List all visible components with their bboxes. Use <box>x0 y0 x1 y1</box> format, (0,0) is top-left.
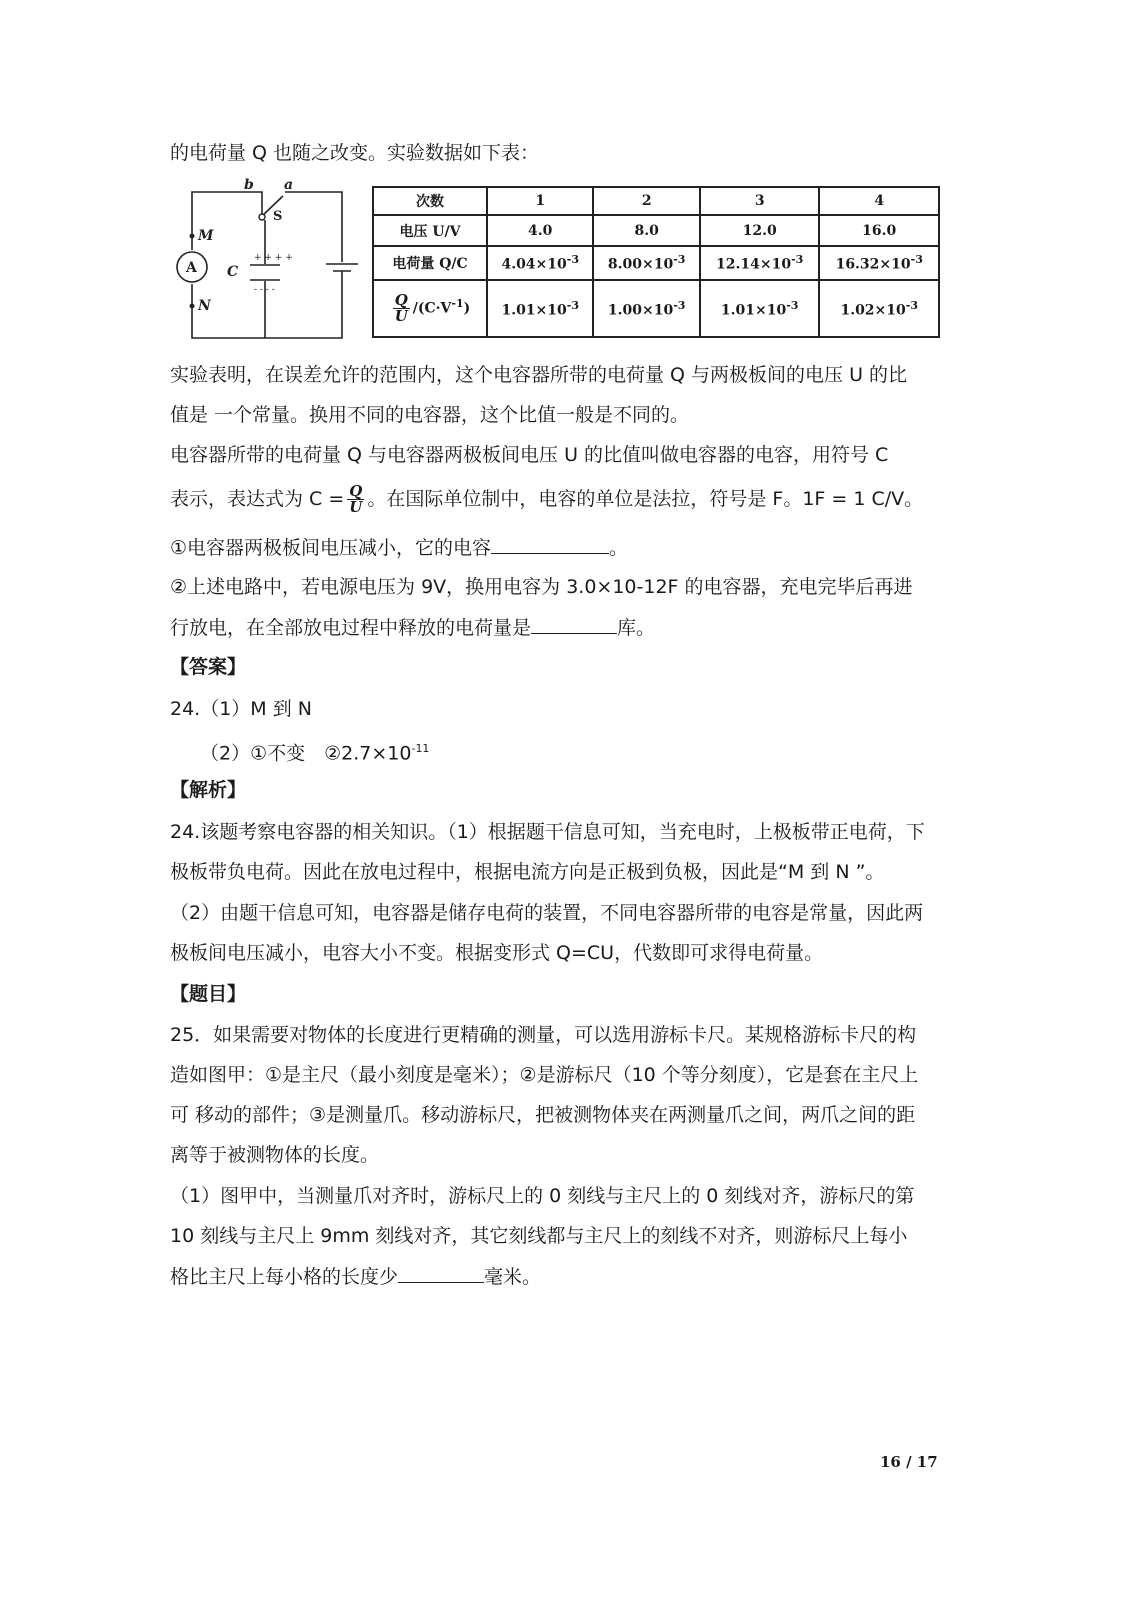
svg-text:- - - -: - - - - <box>254 285 275 295</box>
charge-cell: $8.00\times 10^{-3}$ <box>593 246 699 280</box>
ammeter-icon: A <box>186 260 197 276</box>
ratio-cell: $1.01\times 10^{-3}$ <box>700 280 820 337</box>
label-a: a <box>284 178 294 193</box>
answer-line: 24.（1）M 到 N <box>170 698 312 720</box>
intro-text: 的电荷量 Q 也随之改变。实验数据如下表： <box>170 142 540 164</box>
topic-line: 可 移动的部件；③是测量爪。移动游标尺，把被测物体夹在两测量爪之间，两爪之间的距 <box>170 1104 916 1126</box>
paragraph-line: 实验表明，在误差允许的范围内，这个电容器所带的电荷量 Q 与两极板间的电压 U 的比 <box>170 364 908 386</box>
ratio-cell: $1.01\times 10^{-3}$ <box>487 280 593 337</box>
topic-line: 10 刻线与主尺上 9mm 刻线对齐，其它刻线都与主尺上的刻线不对齐，则游标尺上每小 <box>170 1225 908 1247</box>
trial-cell: 1 <box>487 187 593 215</box>
node-m <box>190 234 195 239</box>
analysis-heading: 【解析】 <box>170 779 247 801</box>
header-label: 次数 <box>373 187 487 215</box>
svg-text:+ + + +: + + + + <box>254 253 293 263</box>
answer-line: （2）①不变 $②2.7\times 10^{-11}$ <box>200 742 430 765</box>
table-row-trials <box>373 187 939 215</box>
charge-cell: $16.32\times 10^{-3}$ <box>819 246 939 280</box>
voltage-cell: 16.0 <box>819 215 939 245</box>
experiment-data-table <box>372 186 940 338</box>
voltage-cell: 4.0 <box>487 215 593 245</box>
answer-heading: 【答案】 <box>170 656 247 678</box>
answer-blank[interactable] <box>531 613 617 634</box>
label-c: C <box>227 264 239 280</box>
question-1: ①电容器两极板间电压减小，它的电容 。 <box>170 533 960 562</box>
analysis-line: 极板间电压减小，电容大小不变。根据变形式 Q=CU，代数即可求得电荷量。 <box>170 942 824 964</box>
analysis-line: （2）由题干信息可知，电容器是储存电荷的装置，不同电容器所带的电容是常量，因此两 <box>170 902 924 924</box>
formula-line: 表示，表达式为 C = $\frac{Q}{U}$ 。在国际单位制中，电容的单位是法拉，符号是 F。1F = 1 C/V。 <box>170 482 924 516</box>
circuit-diagram <box>170 178 365 343</box>
paragraph-line: 电容器所带的电荷量 Q 与电容器两极板间电压 U 的比值叫做电容器的电容，用符号 C <box>170 444 889 466</box>
label-m: M <box>198 228 214 244</box>
answer-blank[interactable] <box>398 1262 484 1283</box>
question-2-cont: 行放电，在全部放电过程中释放的电荷量是 库。 <box>170 613 960 642</box>
topic-line: 造如图甲：①是主尺（最小刻度是毫米）；②是游标尺（10 个等分刻度），它是套在主尺上 <box>170 1064 919 1086</box>
analysis-line: 极板带负电荷。因此在放电过程中，根据电流方向是正极到负极，因此是“M 到 N ”。 <box>170 861 885 883</box>
ratio-cell: $1.00\times 10^{-3}$ <box>593 280 699 337</box>
voltage-label: 电压 U/V <box>373 215 487 245</box>
topic-question: 格比主尺上每小格的长度少 毫米。 <box>170 1262 960 1291</box>
page-number: 16 / 17 <box>880 1453 938 1471</box>
ratio-cell: $1.02\times 10^{-3}$ <box>819 280 939 337</box>
label-b: b <box>244 178 254 193</box>
voltage-cell: 12.0 <box>700 215 820 245</box>
topic-line: （1）图甲中，当测量爪对齐时，游标尺上的 0 刻线与主尺上的 0 刻线对齐，游标尺的第 <box>170 1185 915 1207</box>
table-row-voltage <box>373 215 939 245</box>
charge-label: 电荷量 Q/C <box>373 246 487 280</box>
charge-cell: $4.04\times 10^{-3}$ <box>487 246 593 280</box>
node-n <box>190 304 195 309</box>
topic-heading: 【题目】 <box>170 983 247 1005</box>
topic-line: 离等于被测物体的长度。 <box>170 1144 380 1166</box>
question-2: ②上述电路中，若电源电压为 9V，换用电容为 3.0×10-12F 的电容器，充电完毕后再进 <box>170 576 913 598</box>
capacitance-fraction: $\frac{Q}{U}$ <box>349 482 363 516</box>
answer-blank[interactable] <box>491 533 609 554</box>
voltage-cell: 8.0 <box>593 215 699 245</box>
paragraph-line: 值是 一个常量。换用不同的电容器，这个比值一般是不同的。 <box>170 404 690 426</box>
label-n: N <box>198 298 211 314</box>
ratio-label: $\frac{Q}{U}$ $/(C\cdot V^{-1})$ <box>373 280 487 337</box>
trial-cell: 3 <box>700 187 820 215</box>
table-row-ratio <box>373 280 939 337</box>
trial-cell: 4 <box>819 187 939 215</box>
topic-line: 25．如果需要对物体的长度进行更精确的测量，可以选用游标卡尺。某规格游标卡尺的构 <box>170 1024 917 1046</box>
table-row-charge <box>373 246 939 280</box>
trial-cell: 2 <box>593 187 699 215</box>
switch-pivot <box>259 214 265 220</box>
analysis-line: 24.该题考察电容器的相关知识。（1）根据题干信息可知，当充电时，上极板带正电荷，下 <box>170 821 925 843</box>
charge-cell: $12.14\times 10^{-3}$ <box>700 246 820 280</box>
label-s: S <box>273 209 283 224</box>
